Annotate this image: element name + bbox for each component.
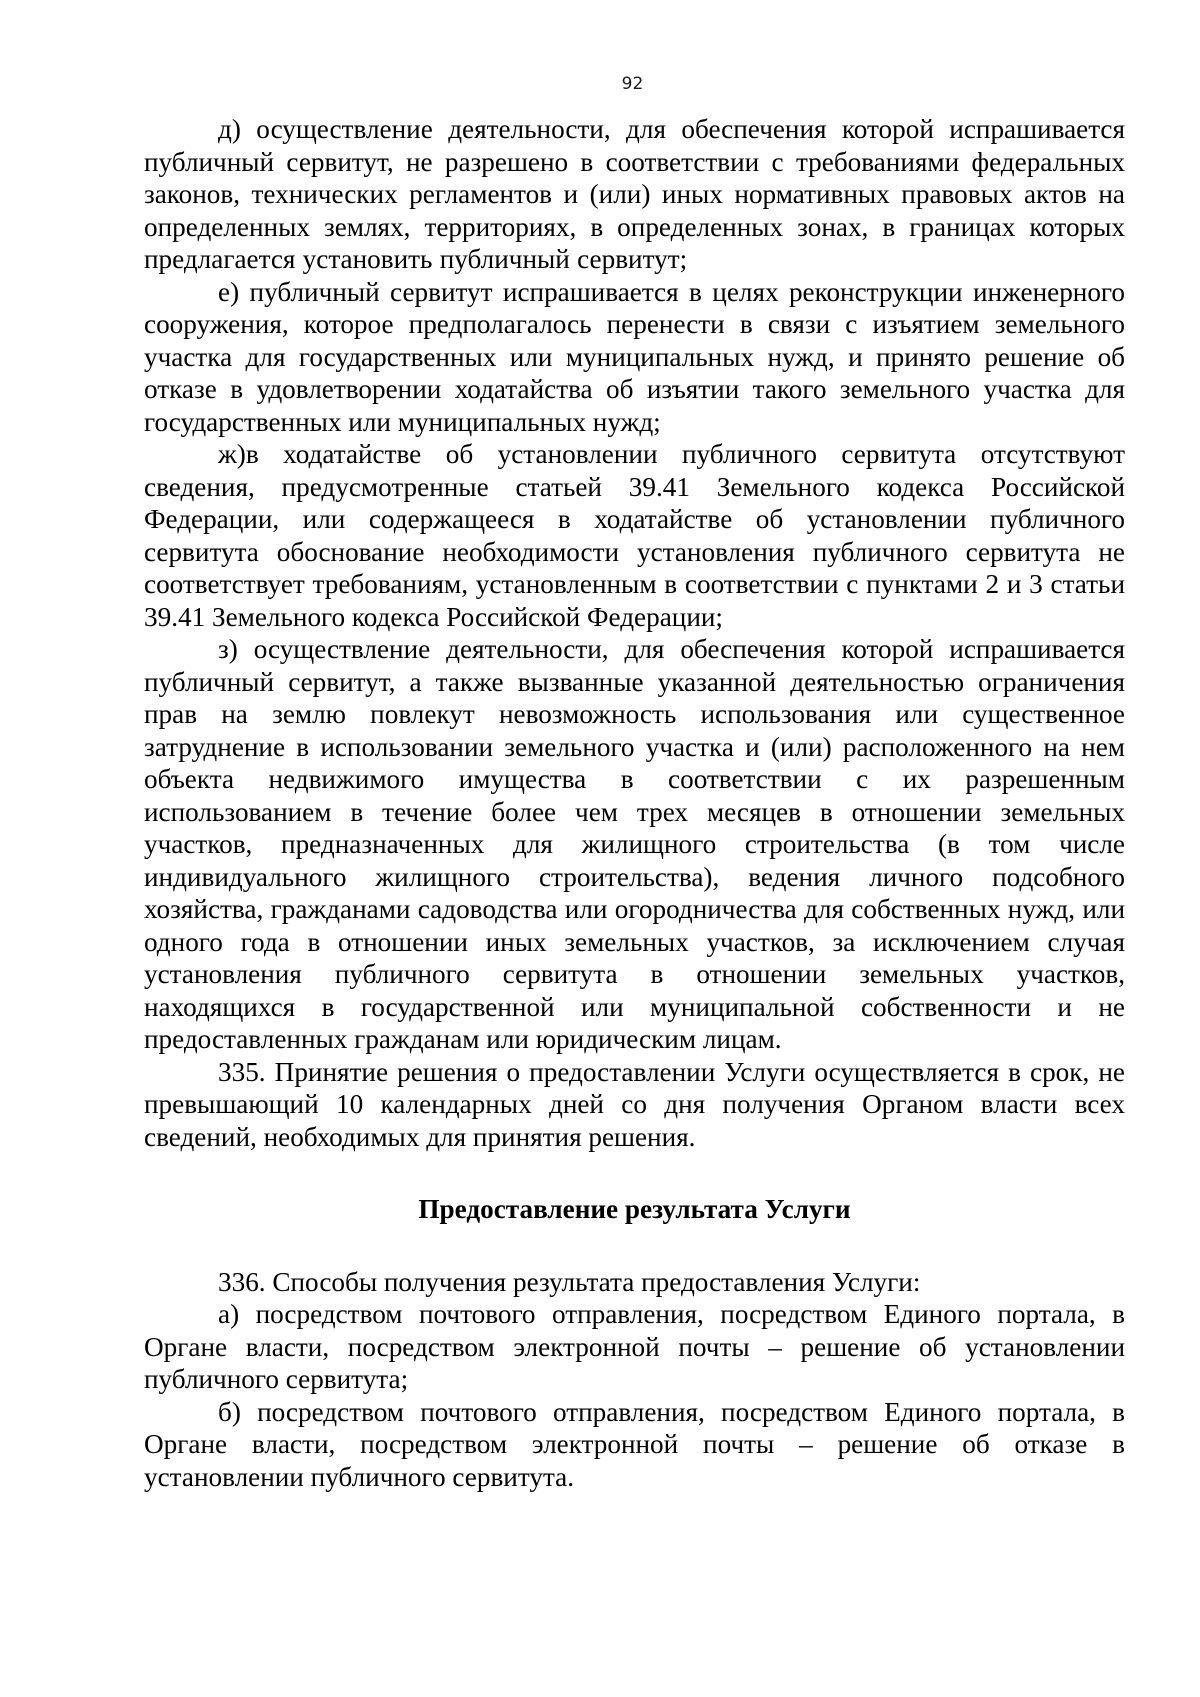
- paragraph-a: а) посредством почтового отправления, посредством Единого портала, в Органе власти, посредством электронной почты – решение об установлении публичного сервитута;: [144, 1299, 1125, 1394]
- paragraph-z: з) осуществление деятельности, для обеспечения которой испрашивается публичный сервитут, а также вызванные указанной деятельностью ограничения прав на землю повлекут невозможность использования или существенное затруднение в использовании земельного участка и (или) расположенного на нем объекта недвижимого имущества в соответствии с их разрешенным использованием в течение более чем трех месяцев в отношении земельных участков, предназначенных для жилищного строительства (в том числе индивидуального жилищного строительства), ведения личного подсобного хозяйства, гражданами садоводства или огородничества для собственных нужд, или одного года в отношении иных земельных участков, за исключением случая установления публичного сервитута в отношении земельных участков, находящихся в государственной или муниципальной собственности и не предоставленных гражданам или юридическим лицам.: [144, 634, 1125, 1054]
- paragraph-d: д) осуществление деятельности, для обеспечения которой испрашивается публичный сервитут, не разрешено в соответствии с требованиями федеральных законов, технических регламентов и (или) иных нормативных правовых актов на определенных землях, территориях, в определенных зонах, в границах которых предлагается установить публичный сервитут;: [144, 114, 1125, 274]
- section-heading: Предоставление результата Услуги: [418, 1194, 851, 1224]
- paragraph-zh: ж)в ходатайстве об установлении публичного сервитута отсутствуют сведения, предусмотренные статьей 39.41 Земельного кодекса Российской Федерации, или содержащееся в ходатайстве об установлении публичного сервитута обоснование необходимости установления публичного сервитута не соответствует требованиям, установленным в соответствии с пунктами 2 и 3 статьи 39.41 Земельного кодекса Российской Федерации;: [144, 439, 1125, 632]
- paragraph-336: 336. Способы получения результата предоставления Услуги:: [218, 1266, 921, 1297]
- page-number: 92: [621, 74, 644, 94]
- paragraph-e: е) публичный сервитут испрашивается в целях реконструкции инженерного сооружения, которое предполагалось перенести в связи с изъятием земельного участка для государственных или муниципальных нужд, и принято решение об отказе в удовлетворении ходатайства об изъятии такого земельного участка для государственных или муниципальных нужд;: [144, 276, 1125, 437]
- paragraph-335: 335. Принятие решения о предоставлении Услуги осуществляется в срок, не превышающий 10 календарных дней со дня получения Органом власти всех сведений, необходимых для принятия решения.: [144, 1056, 1125, 1152]
- paragraph-b: б) посредством почтового отправления, посредством Единого портала, в Органе власти, посредством электронной почты – решение об отказе в установлении публичного сервитута.: [144, 1396, 1125, 1492]
- document-body: [144, 113, 1125, 1493]
